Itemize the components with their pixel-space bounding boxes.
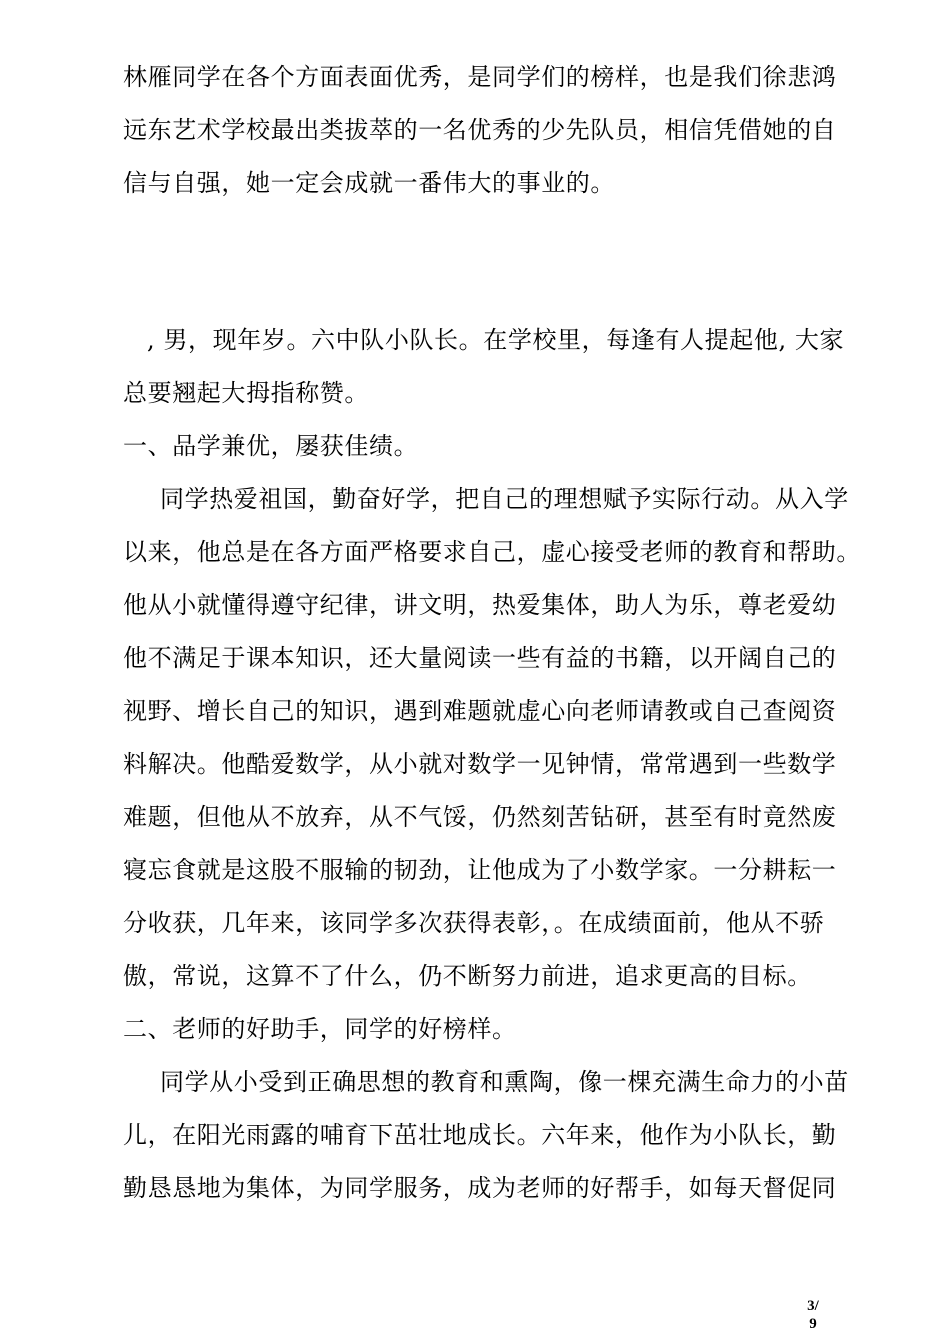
text-line: 视野、增长自己的知识，遇到难题就虚心向老师请教或自己查阅资 bbox=[123, 697, 837, 725]
text-line: 同学热爱祖国，勤奋好学，把自己的理想赋予实际行动。从入学 bbox=[160, 485, 849, 513]
section-heading: 一、品学兼优，屡获佳绩。 bbox=[123, 432, 419, 460]
text-line: 寝忘食就是这股不服输的韧劲，让他成为了小数学家。一分耕耘一 bbox=[123, 856, 837, 884]
text-line: 难题，但他从不放弃，从不气馁，仍然刻苦钻研，甚至有时竟然废 bbox=[123, 803, 837, 831]
text-line: 以来，他总是在各方面严格要求自己，虚心接受老师的教育和帮助。 bbox=[123, 538, 861, 566]
text-line: , 男，现年岁。六中队小队长。在学校里，每逢有人提起他, 大家 bbox=[147, 326, 845, 354]
page-number bbox=[800, 1297, 826, 1333]
text-line: 同学从小受到正确思想的教育和熏陶，像一棵充满生命力的小苗 bbox=[160, 1068, 849, 1096]
text-line: 料解决。他酷爱数学，从小就对数学一见钟情，常常遇到一些数学 bbox=[123, 750, 837, 778]
page-number-total: 9 bbox=[809, 1316, 817, 1332]
text-line: 总要翘起大拇指称赞。 bbox=[123, 379, 369, 407]
section-heading: 二、老师的好助手，同学的好榜样。 bbox=[123, 1015, 517, 1043]
page-number-current: 3/ bbox=[807, 1298, 819, 1314]
text-line: 儿，在阳光雨露的哺育下茁壮地成长。六年来，他作为小队长，勤 bbox=[123, 1121, 837, 1149]
text-line: 远东艺术学校最出类拔萃的一名优秀的少先队员，相信凭借她的自 bbox=[123, 116, 837, 144]
text-line: 他从小就懂得遵守纪律，讲文明，热爱集体，助人为乐，尊老爱幼 bbox=[123, 591, 837, 619]
text-line: 傲，常说，这算不了什么，仍不断努力前进，追求更高的目标。 bbox=[123, 962, 812, 990]
text-line: 信与自强，她一定会成就一番伟大的事业的。 bbox=[123, 169, 615, 197]
text-line: 他不满足于课本知识，还大量阅读一些有益的书籍，以开阔自己的 bbox=[123, 644, 837, 672]
text-line: 分收获，几年来，该同学多次获得表彰，。在成绩面前，他从不骄 bbox=[123, 909, 825, 937]
text-line: 林雁同学在各个方面表面优秀，是同学们的榜样，也是我们徐悲鸿 bbox=[123, 63, 837, 91]
text-line: 勤恳恳地为集体，为同学服务，成为老师的好帮手，如每天督促同 bbox=[123, 1174, 837, 1202]
